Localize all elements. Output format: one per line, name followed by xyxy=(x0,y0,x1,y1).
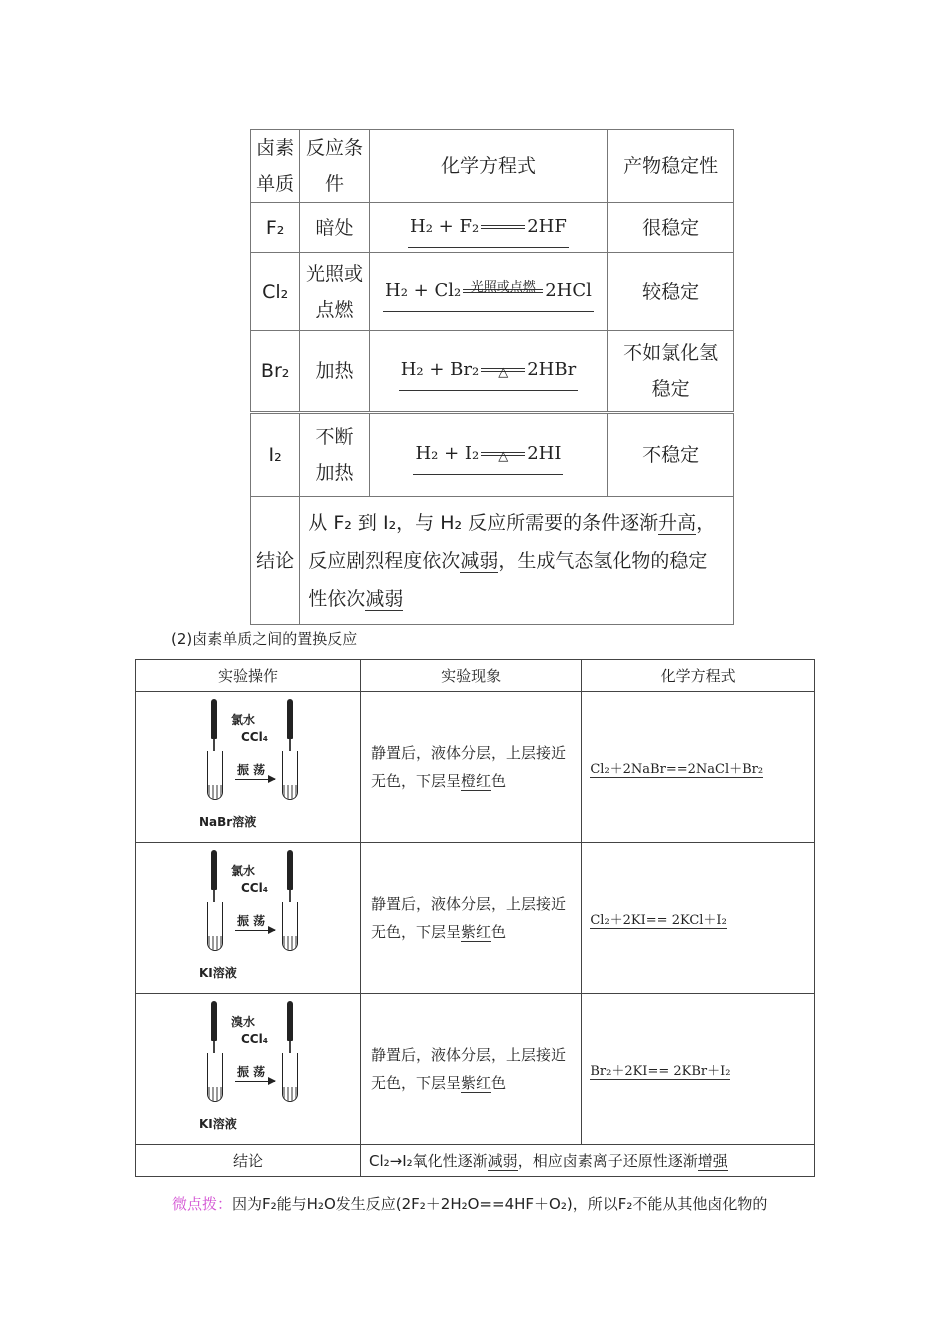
table-row xyxy=(251,203,734,253)
reagent-label: 氯水 xyxy=(231,864,256,878)
conclusion-answer: 增强 xyxy=(697,1152,728,1170)
equation-right: 2HF xyxy=(527,215,567,237)
phenomenon-answer: 紫红 xyxy=(461,923,492,941)
solvent-label: CCl₄ xyxy=(241,881,268,895)
experiment-diagram xyxy=(136,994,361,1145)
tip-text: 因为F₂能与H₂O发生反应(2F₂＋2H₂O==4HF＋O₂)，所以F₂不能从其他卤化物的 xyxy=(232,1195,768,1213)
header-element: 卤素单质 xyxy=(251,130,300,203)
header-equation: 化学方程式 xyxy=(369,130,607,203)
equation-left: H₂ + Br₂ xyxy=(400,359,480,380)
equation-right: 2HBr xyxy=(527,359,577,380)
stability-cell: 较稳定 xyxy=(608,253,734,331)
dropper-icon xyxy=(211,699,217,739)
dropper-icon xyxy=(211,850,217,890)
equation-cell xyxy=(582,692,815,843)
tip-note xyxy=(172,1193,767,1214)
reaction-condition: 光照或点燃 xyxy=(470,279,536,295)
reaction-condition: △ xyxy=(498,365,509,380)
test-tube-icon xyxy=(282,1053,298,1102)
solution-label: KI溶液 xyxy=(199,966,237,980)
halogen-hydrogen-table xyxy=(250,129,734,625)
table-row xyxy=(251,413,734,497)
solvent-label: CCl₄ xyxy=(241,730,268,744)
element-cell: F₂ xyxy=(251,203,300,253)
action-label: 振 荡 xyxy=(237,914,266,928)
equation xyxy=(413,436,563,475)
test-tube-icon xyxy=(282,751,298,800)
test-tube-icon xyxy=(207,1053,223,1102)
equation xyxy=(408,209,569,248)
phenomenon-answer: 紫红 xyxy=(461,1074,492,1092)
solution-label: KI溶液 xyxy=(199,1117,237,1131)
dropper-icon xyxy=(287,699,293,739)
element-cell: Cl₂ xyxy=(251,253,300,331)
equation-cell xyxy=(369,413,607,497)
equation xyxy=(383,273,594,312)
reagent-label: 氯水 xyxy=(231,713,256,727)
conclusion-text xyxy=(300,497,734,625)
equation-cell xyxy=(369,253,607,331)
solution-label: NaBr溶液 xyxy=(199,815,257,829)
reagent-label: 溴水 xyxy=(231,1015,256,1029)
conclusion-row xyxy=(136,1145,815,1177)
phenomenon-text: 色 xyxy=(491,1074,507,1092)
experiment-diagram xyxy=(136,843,361,994)
stability-cell: 不如氯化氢稳定 xyxy=(608,331,734,413)
equation: Cl₂＋2KI== 2KCl＋I₂ xyxy=(590,912,727,928)
phenomenon-text: 色 xyxy=(491,923,507,941)
stability-cell: 很稳定 xyxy=(608,203,734,253)
equation-left: H₂ + F₂ xyxy=(410,215,480,237)
test-tube-icon xyxy=(207,751,223,800)
element-cell: I₂ xyxy=(251,413,300,497)
conclusion-part: 从 F₂ 到 I₂，与 H₂ 反应所需要的条件逐渐 xyxy=(308,511,659,534)
table-row xyxy=(136,994,815,1145)
arrow-icon xyxy=(235,1081,275,1082)
equation-cell xyxy=(369,203,607,253)
dropper-icon xyxy=(211,1001,217,1041)
phenomenon-cell xyxy=(361,692,582,843)
phenomenon-cell xyxy=(361,994,582,1145)
header-equation: 化学方程式 xyxy=(582,660,815,692)
header-operation: 实验操作 xyxy=(136,660,361,692)
phenomenon-text: 静置后，液体分层，上层接近无色，下层呈 xyxy=(371,1046,567,1092)
phenomenon-text: 静置后，液体分层，上层接近无色，下层呈 xyxy=(371,895,567,941)
phenomenon-cell xyxy=(361,843,582,994)
equation-right: 2HCl xyxy=(545,279,592,301)
equation-cell xyxy=(582,843,815,994)
table-row xyxy=(136,843,815,994)
equation-right: 2HI xyxy=(527,443,562,464)
equation-cell xyxy=(369,331,607,413)
section-title: (2)卤素单质之间的置换反应 xyxy=(171,630,358,648)
conclusion-label: 结论 xyxy=(251,497,300,625)
conclusion-part: ，反应剧烈程度依次 xyxy=(308,511,716,572)
conclusion-part: ，相应卤素离子还原性逐渐 xyxy=(517,1152,698,1170)
header-phenomenon: 实验现象 xyxy=(361,660,582,692)
header-condition: 反应条件 xyxy=(300,130,369,203)
conclusion-part: Cl₂→I₂氧化性逐渐 xyxy=(369,1152,488,1170)
conclusion-label: 结论 xyxy=(136,1145,361,1177)
action-label: 振 荡 xyxy=(237,1065,266,1079)
arrow-icon xyxy=(235,779,275,780)
conclusion-answer: 减弱 xyxy=(487,1152,518,1170)
conclusion-answer: 减弱 xyxy=(365,587,404,610)
displacement-table xyxy=(135,659,815,1177)
stability-cell: 不稳定 xyxy=(608,413,734,497)
phenomenon-text: 色 xyxy=(491,772,507,790)
conclusion-text xyxy=(361,1145,815,1177)
equation-left: H₂ + I₂ xyxy=(415,443,480,464)
dropper-icon xyxy=(287,850,293,890)
phenomenon-text: 静置后，液体分层，上层接近无色，下层呈 xyxy=(371,744,567,790)
table-row xyxy=(136,692,815,843)
action-label: 振 荡 xyxy=(237,763,266,777)
condition-cell: 光照或点燃 xyxy=(300,253,369,331)
condition-cell: 暗处 xyxy=(300,203,369,253)
solvent-label: CCl₄ xyxy=(241,1032,268,1046)
equation: Cl₂＋2NaBr==2NaCl＋Br₂ xyxy=(590,761,764,777)
conclusion-part: ，生成气态氢化物的稳定性依次 xyxy=(308,549,708,610)
reaction-condition: △ xyxy=(498,449,509,464)
conclusion-row xyxy=(251,497,734,625)
element-cell: Br₂ xyxy=(251,331,300,413)
equation xyxy=(399,352,578,391)
conclusion-answer: 减弱 xyxy=(460,549,499,572)
test-tube-icon xyxy=(207,902,223,951)
arrow-icon xyxy=(235,930,275,931)
header-stability: 产物稳定性 xyxy=(608,130,734,203)
dropper-icon xyxy=(287,1001,293,1041)
experiment-diagram xyxy=(136,692,361,843)
test-tube-icon xyxy=(282,902,298,951)
phenomenon-answer: 橙红 xyxy=(461,772,492,790)
equation-left: H₂ + Cl₂ xyxy=(385,279,462,301)
table-row xyxy=(251,253,734,331)
equation-cell xyxy=(582,994,815,1145)
table-row xyxy=(251,331,734,413)
condition-cell: 加热 xyxy=(300,331,369,413)
tip-keyword: 微点拨： xyxy=(172,1195,233,1213)
conclusion-answer: 升高 xyxy=(658,511,697,534)
condition-cell: 不断加热 xyxy=(300,413,369,497)
equation: Br₂＋2KI== 2KBr＋I₂ xyxy=(590,1063,731,1079)
